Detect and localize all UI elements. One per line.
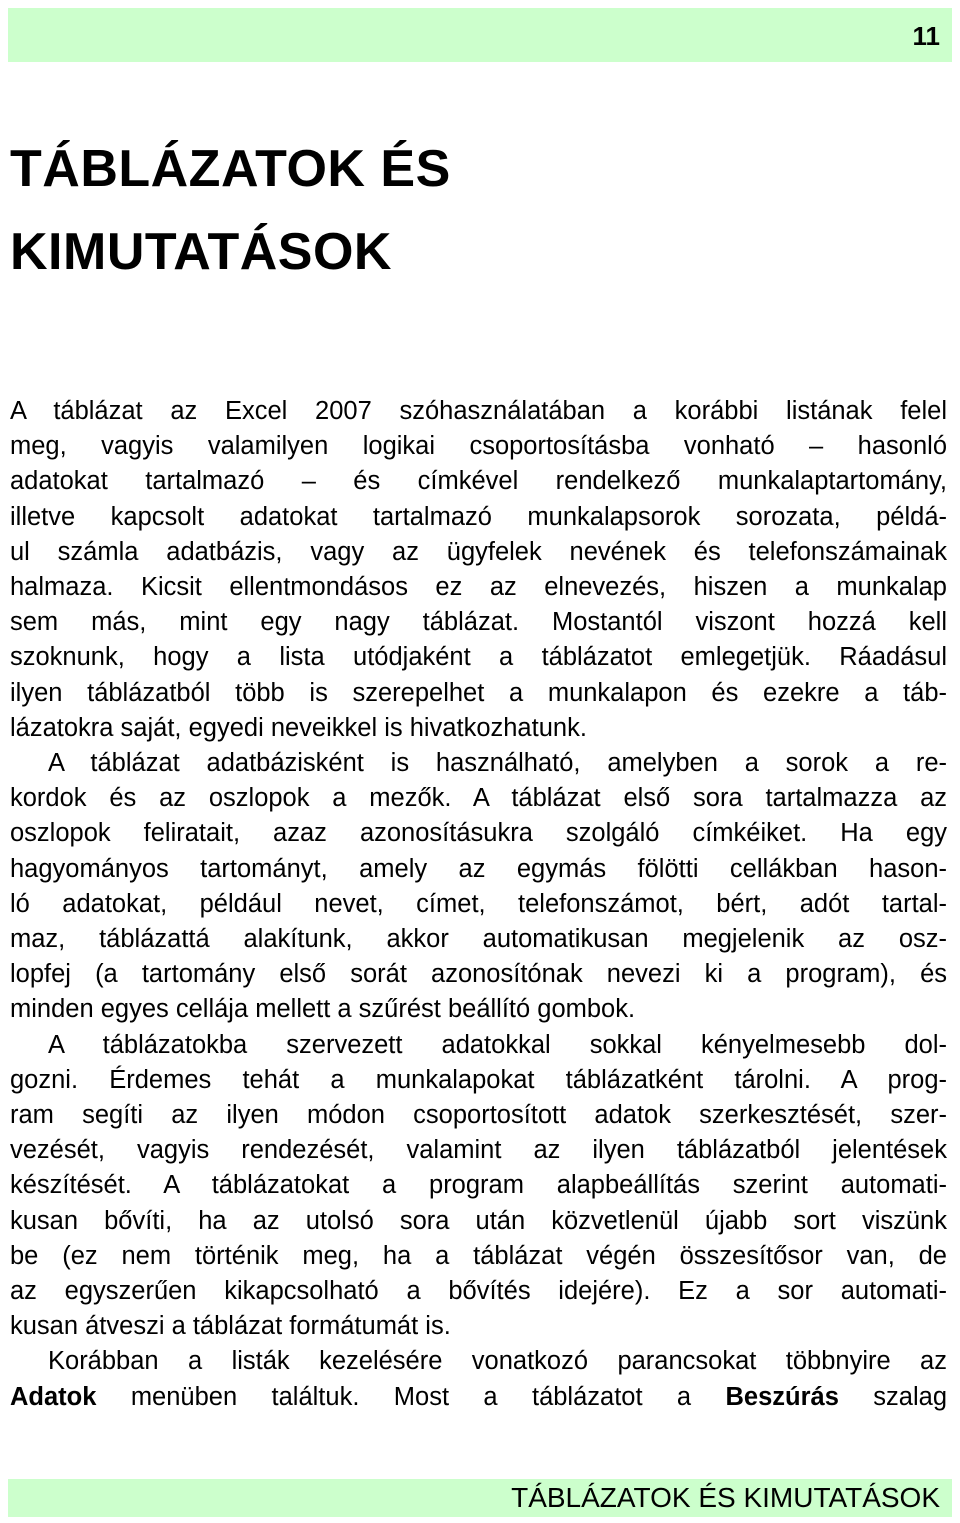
paragraph-1 xyxy=(10,394,947,746)
text-line: meg, vagyis valamilyen logikai csoportosításba vonható – hasonló xyxy=(10,432,947,461)
paragraph-2 xyxy=(10,746,947,1028)
text-line: ram segíti az ilyen módon csoportosított adatok szerkesztését, szer- xyxy=(10,1101,947,1130)
text-line: sem más, mint egy nagy táblázat. Mostantól viszont hozzá kell xyxy=(10,608,947,637)
bold-term-beszuras: Beszúrás xyxy=(725,1382,839,1411)
text-line: gozni. Érdemes tehát a munkalapokat táblázatként tárolni. A prog- xyxy=(10,1065,947,1094)
text-line: kordok és az oszlopok a mezők. A táblázat első sora tartalmazza az xyxy=(10,784,947,813)
text-line: ilyen táblázatból több is szerepelhet a munkalapon és ezekre a táb- xyxy=(10,678,947,707)
text-line: lopfej (a tartomány első sorát azonosítónak nevezi ki a program), és xyxy=(10,960,947,989)
footer-band xyxy=(8,1479,952,1517)
text-line: Korábban a listák kezelésére vonatkozó parancsokat többnyire az xyxy=(48,1347,947,1376)
text-line: minden egyes cellája mellett a szűrést beállító gombok. xyxy=(10,995,636,1024)
text-line: halmaza. Kicsit ellentmondásos ez az elnevezés, hiszen a munkalap xyxy=(10,573,947,602)
text-line: oszlopok feliratait, azaz azonosításukra szolgáló címkéiket. Ha egy xyxy=(10,819,947,848)
chapter-title xyxy=(10,128,940,294)
text-line: ló adatokat, például nevet, címet, telefonszámot, bért, adót tartal- xyxy=(10,889,947,918)
text-line: maz, táblázattá alakítunk, akkor automatikusan megjelenik az osz- xyxy=(10,925,947,954)
body-text xyxy=(10,394,947,1415)
text-line: illetve kapcsolt adatokat tartalmazó munkalapsorok sorozata, példá- xyxy=(10,502,947,531)
text-line: vezését, vagyis rendezését, valamint az ilyen táblázatból jelentések xyxy=(10,1136,947,1165)
paragraph-4 xyxy=(10,1344,947,1414)
bold-term-adatok: Adatok xyxy=(10,1382,97,1411)
chapter-title-line-1: TÁBLÁZATOK ÉS xyxy=(10,140,451,198)
text-line: kusan átveszi a táblázat formátumát is. xyxy=(10,1312,451,1341)
page-number: 11 xyxy=(912,21,940,51)
text-line: az egyszerűen kikapcsolható a bővítés idejére). Ez a sor automati- xyxy=(10,1277,947,1306)
text-line: készítését. A táblázatokat a program alapbeállítás szerint automati- xyxy=(10,1171,947,1200)
text-segment: menüben találtuk. Most a táblázatot a xyxy=(96,1382,726,1411)
text-line: kusan bővíti, ha az utolsó sora után közvetlenül újabb sort viszünk xyxy=(10,1206,947,1235)
text-line: be (ez nem történik meg, ha a táblázat végén összesítősor van, de xyxy=(10,1241,947,1270)
text-line: A táblázat az Excel 2007 szóhasználatában a korábbi listának felel xyxy=(10,397,947,425)
chapter-title-line-2: KIMUTATÁSOK xyxy=(10,223,392,281)
header-band xyxy=(8,8,952,62)
text-line: A táblázatokba szervezett adatokkal sokkal kényelmesebb dol- xyxy=(48,1030,947,1059)
text-line: adatokat tartalmazó – és címkével rendelkező munkalaptartomány, xyxy=(10,467,947,496)
text-line: hagyományos tartományt, amely az egymás fölötti cellákban hason- xyxy=(10,854,947,883)
text-segment: szalag xyxy=(838,1382,947,1411)
text-line: szoknunk, hogy a lista utódjaként a táblázatot emlegetjük. Ráadásul xyxy=(10,643,947,672)
text-line: ul számla adatbázis, vagy az ügyfelek nevének és telefonszámainak xyxy=(10,537,947,566)
running-footer-title: TÁBLÁZATOK ÉS KIMUTATÁSOK xyxy=(511,1482,940,1513)
text-line: A táblázat adatbázisként is használható, amelyben a sorok a re- xyxy=(48,749,947,778)
text-line-with-bold-terms xyxy=(10,1380,947,1415)
text-line: lázatokra saját, egyedi neveikkel is hivatkozhatunk. xyxy=(10,713,587,742)
paragraph-3 xyxy=(10,1028,947,1345)
